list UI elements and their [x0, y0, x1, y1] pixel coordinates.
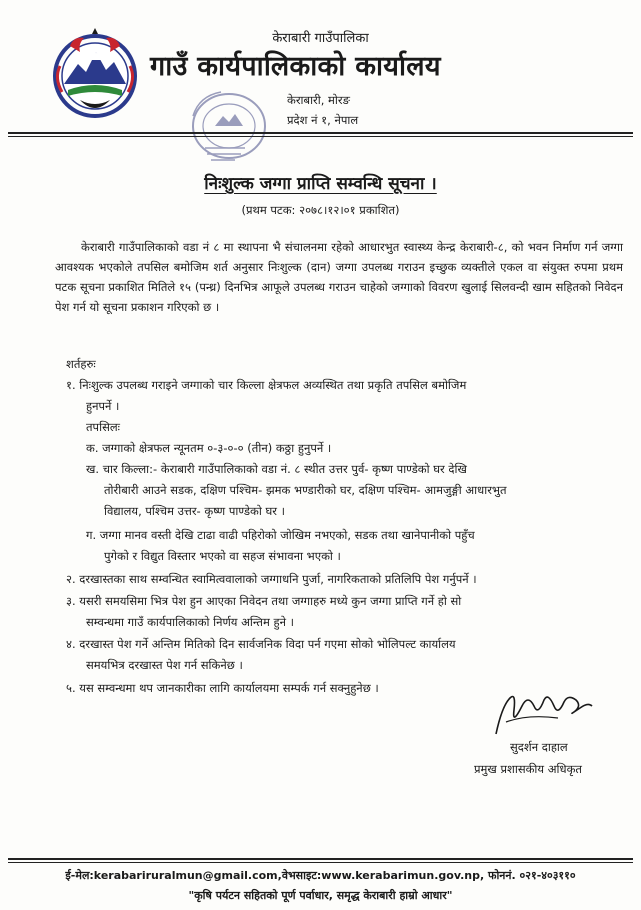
footer-divider-top: [8, 858, 633, 860]
address-line-1: केराबारी, मोरङ: [287, 93, 350, 107]
condition-1-line-1: १. निःशुल्क उपलब्ध गराइने जग्गाको चार किल्ला क्षेत्रफल अव्यस्थित तथा प्रकृति तपसिल बमोजिम: [66, 378, 467, 392]
address-line-2: प्रदेश नं १, नेपाल: [287, 113, 359, 127]
condition-5: ५. यस सम्वन्धमा थप जानकारीका लागि कार्यालयमा सम्पर्क गर्न सक्नुहुनेछ ।: [66, 681, 379, 695]
condition-ga-line-1: ग. जग्गा मानव वस्ती देखि टाढा वाढी पहिरोको जोखिम नभएको, सडक तथा खानेपानीको पहुँच: [86, 528, 475, 542]
notice-body: केराबारी गाउँपालिकाको वडा नं ८ मा स्थापना भै संचालनमा रहेको आधारभुत स्वास्थ्य केन्द्र केराबारी-८, को भवन निर्माण गर्न जग्गा आवश्यक भएकोले तपसिल बमोजिम शर्त अनुसार निःशुल्क (दान) जग्गा उपलब्ध गराउन इच्छुक व्यक्तीले एकल वा संयुक्त रुपमा प्रथम पटक सूचना प्रकाशित मितिले १५ (पन्ध्र) दिनभित्र आफूले उपलब्ध गराउन चाहेको जग्गाको विवरण खुलाई सिलवन्दी खाम सहितको निवेदन पेश गर्न यो सूचना प्रकाशन गरिएको छ ।: [55, 240, 623, 314]
condition-3-line-1: ३. यसरी समयसिमा भित्र पेश हुन आएका निवेदन तथा जग्गाहरु मध्ये कुन जग्गा प्राप्ति गर्ने हो सो: [66, 594, 462, 608]
header-divider-top: [8, 132, 633, 134]
signature-icon: [488, 676, 598, 738]
condition-kha-line-1: ख. चार किल्ला:- केराबारी गाउँपालिकाको वडा नं. ८ स्थीत उत्तर पुर्व- कृष्ण पाण्डेको घर देखि: [86, 462, 467, 476]
conditions-heading: शर्तहरुः: [66, 357, 96, 371]
footer-slogan: "कृषि पर्यटन सहितको पूर्ण पर्वाधार, समृद्ध केराबारी हाम्रो आधार": [188, 889, 453, 902]
office-title: गाउँ कार्यपालिकाको कार्यालय: [150, 51, 441, 82]
condition-kha-line-3: विद्यालय, पश्चिम उत्तर- कृष्ण पाण्डेको घर ।: [104, 504, 285, 518]
signatory-name: सुदर्शन दाहाल: [510, 740, 568, 754]
notice-subtitle: (प्रथम पटक: २०७८।१२।०१ प्रकाशित): [241, 203, 400, 217]
footer-contact: ई-मेल:kerabariruralmun@gmail.com,वेभसाइट:www.kerabarimun.gov.np, फोननं. ०२१-४०३११०: [65, 869, 576, 882]
condition-1-line-2: हुनपर्ने ।: [86, 399, 120, 413]
notice-title: निःशुल्क जग्गा प्राप्ति सम्वन्धि सूचना ।: [204, 174, 437, 194]
municipality-name: केराबारी गाउँपालिका: [272, 31, 369, 46]
condition-2: २. दरखास्तका साथ सम्वन्धित स्वामित्ववालाको जग्गाधनि पुर्जा, नागरिकताको प्रतिलिपि पेश गर्नुपर्ने ।: [66, 572, 477, 586]
condition-3-line-2: सम्वन्धमा गाउँ कार्यपालिकाको निर्णय अन्तिम हुने ।: [86, 615, 295, 629]
header-divider-bottom: [8, 136, 633, 137]
condition-4-line-1: ४. दरखास्त पेश गर्ने अन्तिम मितिको दिन सार्वजनिक विदा पर्न गएमा सोको भोलिपल्ट कार्यालय: [66, 637, 456, 651]
office-stamp-icon: [185, 86, 273, 166]
condition-ga-line-2: पुगेको र विद्युत विस्तार भएको वा सहज संभावना भएको ।: [104, 549, 341, 563]
signatory-title: प्रमुख प्रशासकीय अधिकृत: [474, 762, 582, 776]
condition-ka: क. जग्गाको क्षेत्रफल न्यूनतम ०-३-०-० (तीन) कठ्ठा हुनुपर्ने ।: [86, 441, 332, 455]
condition-4-line-2: समयभित्र दरखास्त पेश गर्न सकिनेछ ।: [86, 658, 243, 672]
tapsil-label: तपसिलः: [86, 420, 120, 434]
condition-kha-line-2: तोरीबारी आउने सडक, दक्षिण पश्चिम- झमक भण्डारीको घर, दक्षिण पश्चिम- आमजुङ्गी आधारभुत: [104, 483, 507, 497]
footer-divider-bottom: [8, 862, 633, 863]
